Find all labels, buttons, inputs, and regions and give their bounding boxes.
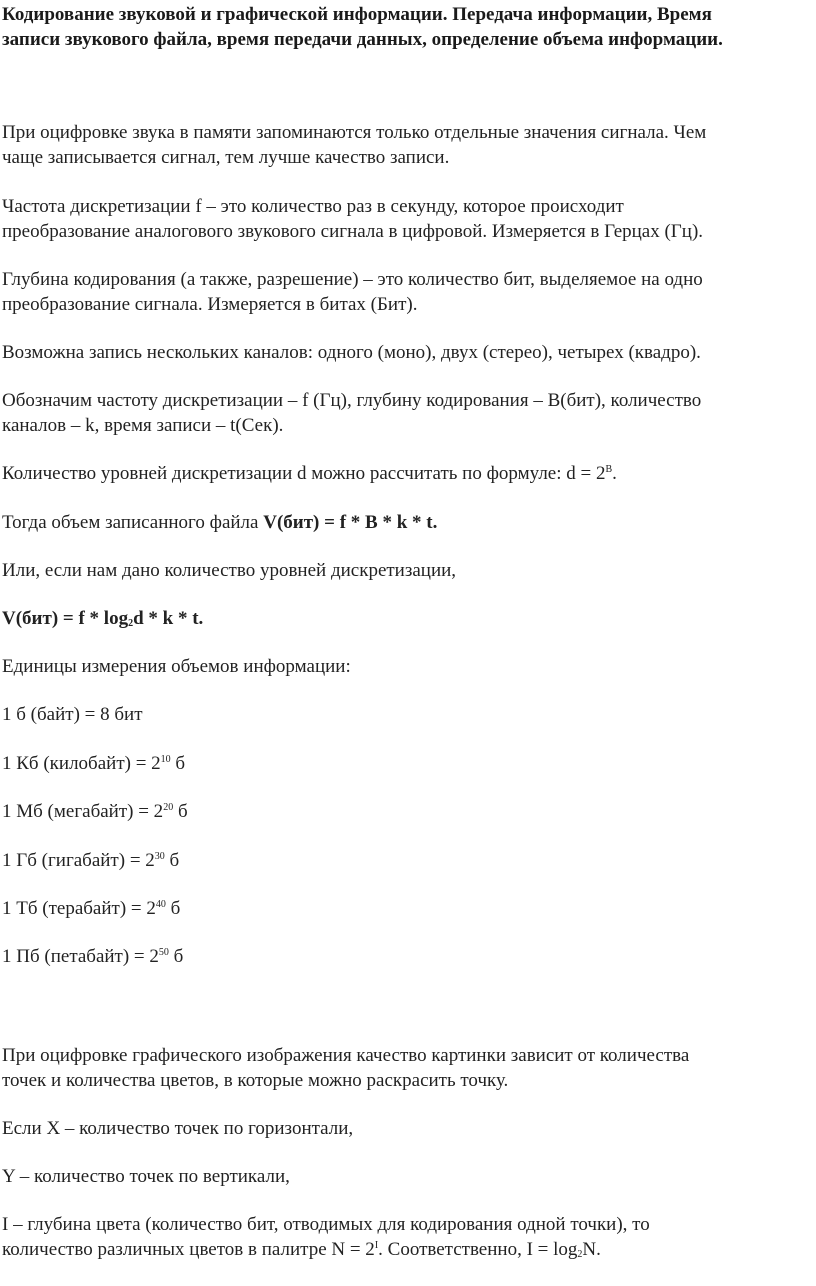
- exponent: 20: [163, 802, 174, 813]
- paragraph-alternative: [2, 558, 802, 583]
- exponent: 10: [160, 754, 171, 765]
- paragraph-channels: [2, 340, 802, 365]
- text-line: При оцифровке звука в памяти запоминаются только отдельные значения сигнала. Чем: [2, 122, 707, 143]
- text-line: Или, если нам дано количество уровней дискретизации,: [2, 560, 457, 581]
- unit-kilobyte: [2, 751, 802, 776]
- text-line: I – глубина цвета (количество бит, отводимых для кодирования одной точки), то: [2, 1214, 650, 1235]
- text-line: Y – количество точек по вертикали,: [2, 1166, 290, 1187]
- paragraph-x-points: [2, 1116, 802, 1141]
- text-line: N.: [582, 1239, 601, 1260]
- text-line: При оцифровке графического изображения качество картинки зависит от количества: [2, 1045, 690, 1066]
- text-line: Возможна запись нескольких каналов: одного (моно), двух (стерео), четырех (квадро).: [2, 342, 701, 363]
- text-line: 1 б (байт) = 8 бит: [2, 704, 143, 725]
- text-line: Обозначим частоту дискретизации – f (Гц), глубину кодирования – B(бит), количество: [2, 390, 702, 411]
- paragraph-color-depth: [2, 1212, 802, 1262]
- text-line: каналов – k, время записи – t(Сек).: [2, 415, 284, 436]
- text-line: Единицы измерения объемов информации:: [2, 656, 351, 677]
- text-line: точек и количества цветов, в которые можно раскрасить точку.: [2, 1070, 509, 1091]
- page-title: [2, 2, 802, 52]
- text-line: 1 Пб (петабайт) = 2: [2, 946, 159, 967]
- formula-volume: V(бит) = f * B * k * t.: [263, 512, 438, 533]
- text-line: . Соответственно, I = log: [378, 1239, 578, 1260]
- exponent: B: [605, 464, 613, 475]
- formula-part: V(бит) = f * log: [2, 608, 129, 629]
- text-line: 1 Гб (гигабайт) = 2: [2, 850, 155, 871]
- exponent: 30: [154, 851, 165, 862]
- paragraph-quantization-levels: [2, 461, 802, 486]
- text-line: б: [168, 946, 184, 967]
- title-line-2: записи звукового файла, время передачи данных, определение объема информации.: [2, 29, 723, 50]
- paragraph-sampling-frequency: [2, 194, 802, 244]
- unit-gigabyte: [2, 848, 802, 873]
- text-line: б: [173, 801, 188, 822]
- text-line: Тогда объем записанного файла: [2, 512, 264, 533]
- formula-part: d * k * t.: [133, 608, 204, 629]
- paragraph-notation: [2, 388, 802, 438]
- paragraph-sound-sampling: [2, 120, 802, 170]
- unit-petabyte: [2, 944, 802, 969]
- formula-volume-log: [2, 606, 802, 631]
- text-line: б: [165, 898, 181, 919]
- exponent: 50: [158, 947, 169, 958]
- text-line: 1 Тб (терабайт) = 2: [2, 898, 156, 919]
- units-heading: [2, 654, 802, 679]
- exponent: 40: [155, 899, 166, 910]
- log-base: 2: [128, 618, 134, 629]
- paragraph-y-points: [2, 1164, 802, 1189]
- text-line: количество различных цветов в палитре N = 2: [2, 1239, 375, 1260]
- text-line: преобразование аналогового звукового сигнала в цифровой. Измеряется в Герцах (Гц).: [2, 221, 704, 242]
- text-line: 1 Мб (мегабайт) = 2: [2, 801, 164, 822]
- paragraph-bit-depth: [2, 267, 802, 317]
- log-base: 2: [577, 1249, 583, 1260]
- text-line: Глубина кодирования (а также, разрешение) – это количество бит, выделяемое на одно: [2, 269, 703, 290]
- text-line: Если X – количество точек по горизонтали,: [2, 1118, 354, 1139]
- text-line: преобразование сигнала. Измеряется в битах (Бит).: [2, 294, 418, 315]
- text-line: чаще записывается сигнал, тем лучше качество записи.: [2, 147, 450, 168]
- exponent: I: [374, 1240, 379, 1251]
- paragraph-file-volume: [2, 510, 802, 535]
- text-line: 1 Кб (килобайт) = 2: [2, 753, 161, 774]
- text-line: Количество уровней дискретизации d можно рассчитать по формуле: d = 2: [2, 463, 606, 484]
- title-line-1: Кодирование звуковой и графической информации. Передача информации, Время: [2, 4, 712, 25]
- text-line: Частота дискретизации f – это количество раз в секунду, которое происходит: [2, 196, 624, 217]
- unit-megabyte: [2, 799, 802, 824]
- text-line: б: [164, 850, 180, 871]
- text-line: .: [612, 463, 617, 484]
- text-line: б: [170, 753, 186, 774]
- unit-terabyte: [2, 896, 802, 921]
- paragraph-graphics-quality: [2, 1043, 802, 1093]
- unit-byte: [2, 702, 802, 727]
